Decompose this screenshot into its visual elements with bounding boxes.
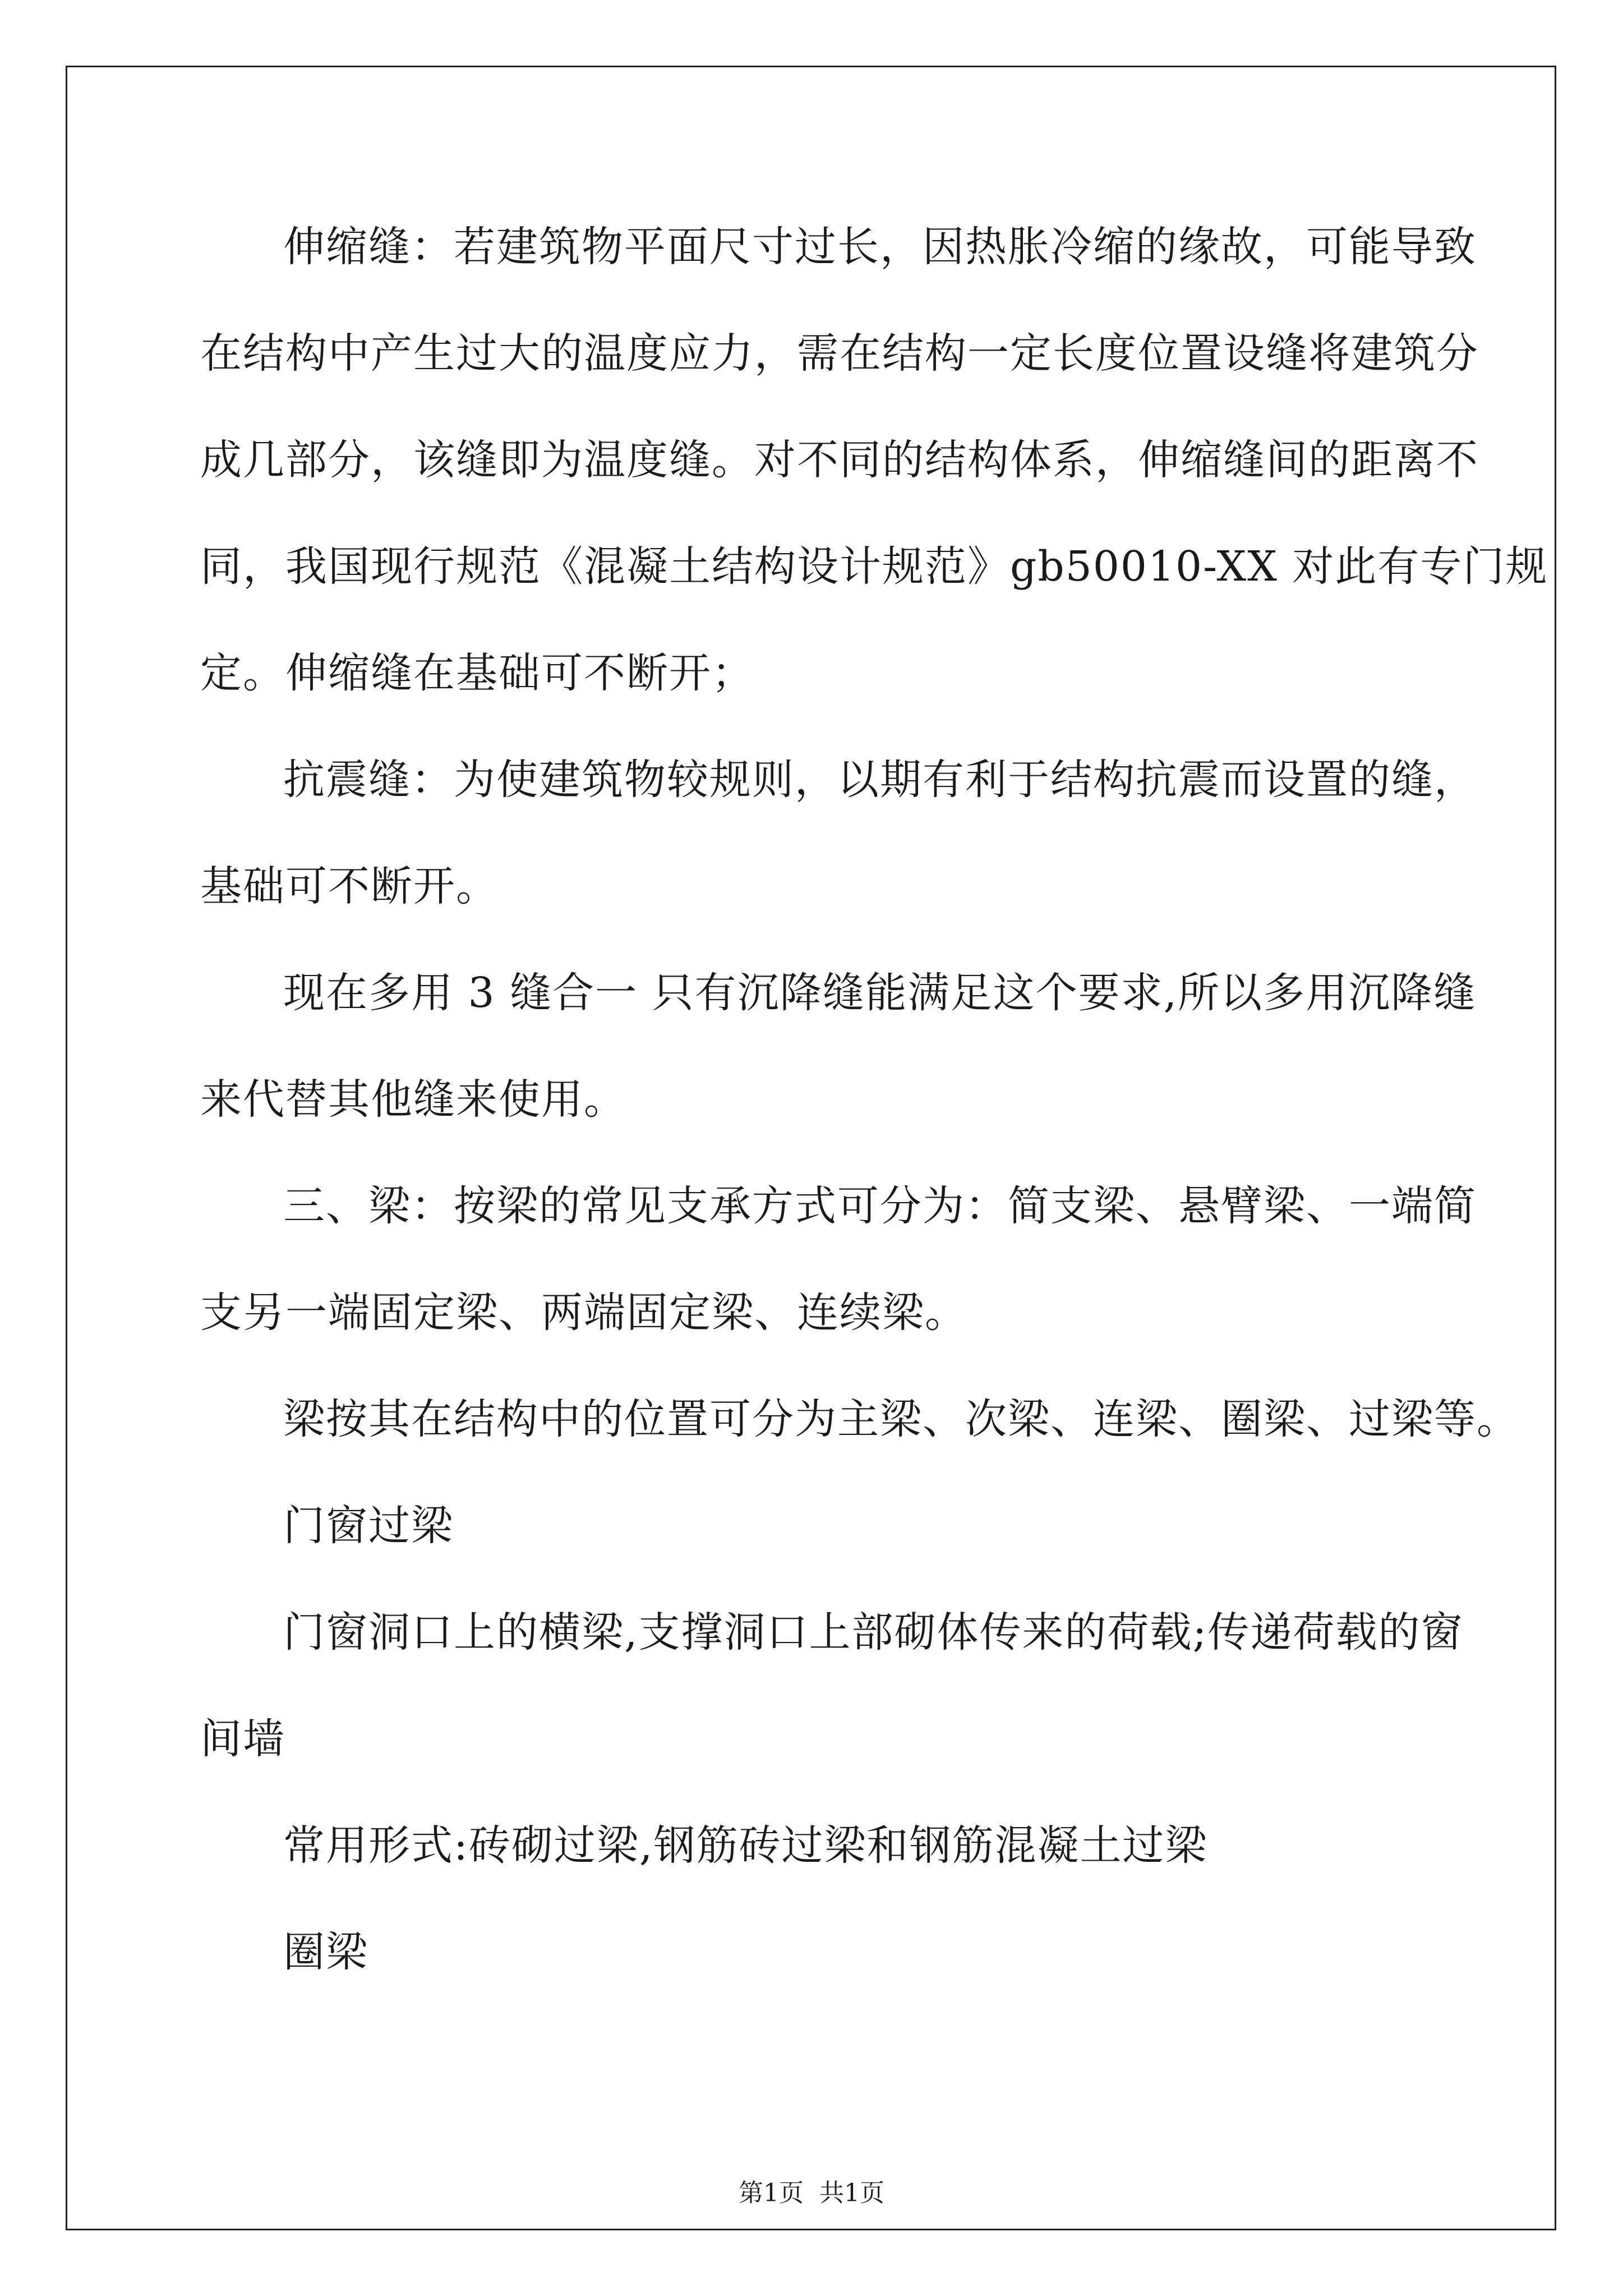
text-line: 三、梁：按梁的常见支承方式可分为：简支梁、悬臂梁、一端简	[283, 1182, 1477, 1230]
text-line: 门窗过梁	[283, 1502, 454, 1550]
text-line: 伸缩缝：若建筑物平面尺寸过长，因热胀冷缩的缘故，可能导致	[283, 223, 1477, 271]
text-line: 支另一端固定梁、两端固定梁、连续梁。	[200, 1289, 967, 1337]
text-line: 抗震缝：为使建筑物较规则，以期有利于结构抗震而设置的缝，	[283, 756, 1477, 804]
text-line: 门窗洞口上的横梁,支撑洞口上部砌体传来的荷载;传递荷载的窗	[283, 1608, 1464, 1657]
text-line: 同，我国现行规范《混凝土结构设计规范》gb50010-XX 对此有专门规	[200, 542, 1548, 591]
text-line: 梁按其在结构中的位置可分为主梁、次梁、连梁、圈梁、过梁等。	[283, 1395, 1519, 1443]
text-line: 现在多用 3 缝合一 只有沉降缝能满足这个要求,所以多用沉降缝	[283, 969, 1477, 1017]
page-border	[66, 66, 1556, 2230]
text-line: 圈梁	[283, 1928, 368, 1976]
text-line: 来代替其他缝来使用。	[200, 1075, 626, 1124]
text-line: 常用形式:砖砌过梁,钢筋砖过梁和钢筋混凝土过梁	[283, 1821, 1208, 1870]
text-line: 间墙	[200, 1715, 285, 1763]
text-line: 定。伸缩缝在基础可不断开；	[200, 649, 754, 697]
text-line: 成几部分，该缝即为温度缝。对不同的结构体系，伸缩缝间的距离不	[200, 436, 1479, 484]
text-line: 基础可不断开。	[200, 862, 499, 910]
text-line: 在结构中产生过大的温度应力，需在结构一定长度位置设缝将建筑分	[200, 329, 1479, 378]
page-footer: 第1页 共1页	[739, 2179, 884, 2207]
